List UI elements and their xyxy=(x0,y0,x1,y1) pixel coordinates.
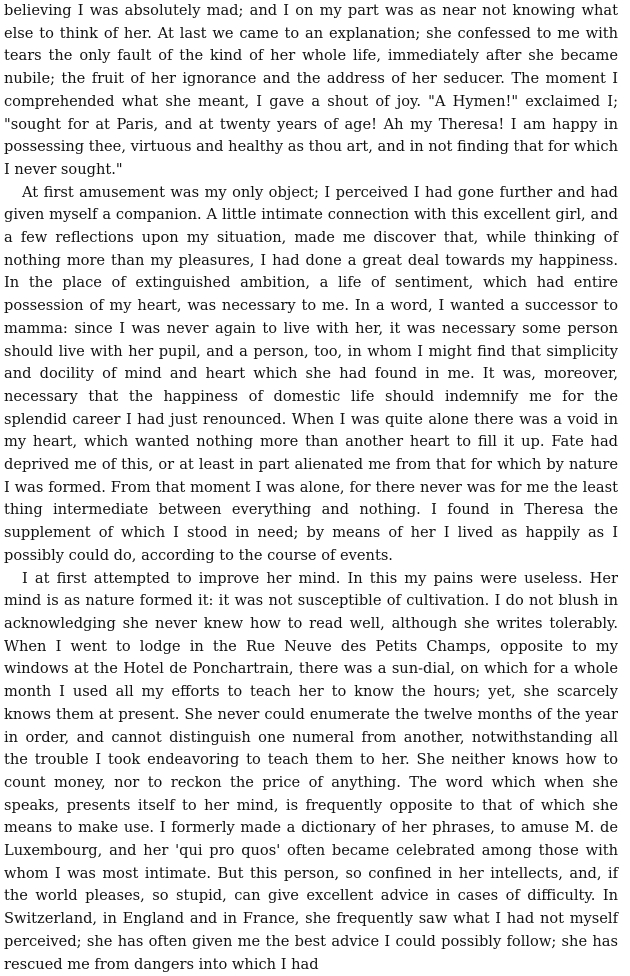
paragraph-continuation: believing I was absolutely mad; and I on my part was as near not knowing what else to think of her. At last we came to an explanation; she confessed to me with tears the only fault of the kind of her whole life, immediately after she became nubile; the fruit of her ignorance and the address of her seducer. The moment I comprehended what she meant, I gave a shout of joy. "A Hymen!" exclaimed I; "sought for at Paris, and at twenty years of age! Ah my Theresa! I am happy in possessing thee, virtuous and healthy as thou art, and in not finding that for which I never sought." xyxy=(4,2,618,178)
paragraph-improve-mind: I at first attempted to improve her mind. In this my pains were useless. Her mind is as nature formed it: it was not susceptible of cultivation. I do not blush in acknowledging she never knew how to read well, although she writes tolerably. When I went to lodge in the Rue Neuve des Petits Champs, opposite to my windows at the Hotel de Ponchartrain, there was a sun-dial, on which for a whole month I used all my efforts to teach her to know the hours; yet, she scarcely knows them at present. She never could enumerate the twelve months of the year in order, and cannot distinguish one numeral from another, notwithstanding all the trouble I took endeavoring to teach them to her. She neither knows how to count money, nor to reckon the price of anything. The word which when she speaks, presents itself to her mind, is frequently opposite to that of which she means to make use. I formerly made a dictionary of her phrases, to amuse M. de Luxembourg, and her 'qui pro quos' often became celebrated among those with whom I was most intimate. But this person, so confined in her intellects, and, if the world pleases, so stupid, can give excellent advice in cases of difficulty. In Switzerland, in England and in France, she frequently saw what I had not myself perceived; she has often given me the best advice I could possibly follow; she has rescued me from dangers into which I had xyxy=(4,569,618,973)
paragraph-companion: At first amusement was my only object; I perceived I had gone further and had given myself a companion. A little intimate connection with this excellent girl, and a few reflections upon my situation, made me discover that, while thinking of nothing more than my pleasures, I had done a great deal towards my happiness. In the place of extinguished ambition, a life of sentiment, which had entire possession of my heart, was necessary to me. In a word, I wanted a successor to mamma: since I was never again to live with her, it was necessary some person should live with her pupil, and a person, too, in whom I might find that simplicity and docility of mind and heart which she had found in me. It was, moreover, necessary that the happiness of domestic life should indemnify me for the splendid career I had just renounced. When I was quite alone there was a void in my heart, which wanted nothing more than another heart to fill it up. Fate had deprived me of this, or at least in part alienated me from that for which by nature I was formed. From that moment I was alone, for there never was for me the least thing intermediate between everything and nothing. I found in Theresa the supplement of which I stood in need; by means of her I lived as happily as I possibly could do, according to the course of events. xyxy=(4,183,618,564)
